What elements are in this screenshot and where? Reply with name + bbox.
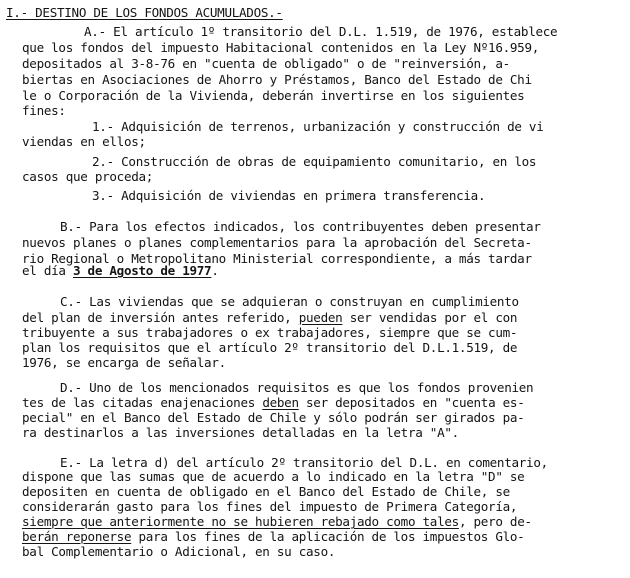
section-e-line-6 [22, 530, 524, 544]
section-e-line: bal Complementario o Adicional, en su caso. [22, 544, 336, 559]
underlined-phrase: siempre que anteriormente no se hubieren rebajado como tales [22, 514, 459, 529]
underlined-word: deben [262, 395, 299, 410]
section-e-line: considerarán gasto para los fines del impuesto de Primera Categoría, [22, 499, 518, 514]
section-c-line-2 [22, 311, 517, 325]
section-c-line: tribuyente a sus trabajadores o ex trabajadores, siempre que se cum- [22, 325, 518, 340]
section-b-line: B.- Para los efectos indicados, los contribuyentes deben presentar [60, 219, 541, 234]
section-a-line: A.- El artículo 1º transitorio del D.L. 1.519, de 1976, establece [84, 24, 558, 39]
purpose-item-3: 3.- Adquisición de viviendas en primera transferencia. [92, 188, 486, 203]
section-d-line: D.- Uno de los mencionados requisitos es que los fondos provenien [60, 380, 534, 395]
section-c-line: 1976, se encarga de señalar. [22, 355, 226, 370]
section-b-line: nuevos planes o planes complementarios para la aprobación del Secreta- [22, 235, 532, 250]
purpose-item-2-cont: casos que proceda; [22, 169, 154, 184]
text-fragment: ser vendidas por el con [342, 310, 518, 325]
section-heading: I.- DESTINO DE LOS FONDOS ACUMULADOS.- [6, 5, 283, 20]
text-fragment: . [211, 263, 219, 278]
text-fragment: para los fines de la aplicación de los impuestos Glo- [131, 529, 525, 544]
text-fragment: , pero de- [458, 514, 532, 529]
section-a-line: le o Corporación de la Vivienda, deberán invertirse en los siguientes [22, 88, 525, 103]
section-b-line-4 [22, 264, 219, 278]
section-b-line: rio Regional o Metropolitano Ministerial correspondiente, a más tardar [22, 251, 532, 266]
section-a-line: fines: [22, 103, 66, 118]
section-d-line: pecial" en el Banco del Estado de Chile y sólo podrán ser girados pa- [22, 410, 525, 425]
purpose-item-1: 1.- Adquisición de terrenos, urbanización y construcción de vi [92, 119, 544, 134]
section-a-line: depositados al 3-8-76 en "cuenta de obligado" o de "reinversión, a- [22, 56, 510, 71]
section-d-line-2 [22, 396, 524, 410]
section-e-line-5 [22, 515, 532, 529]
section-c-line: plan los requisitos que el artículo 2º transitorio del D.L.1.519, de [22, 340, 518, 355]
section-a-line: que los fondos del impuesto Habitacional contenidos en la Ley Nº16.959, [22, 40, 540, 55]
section-a-line: biertas en Asociaciones de Ahorro y Préstamos, Banco del Estado de Chi [22, 72, 532, 87]
deadline-date: 3 de Agosto de 1977 [72, 263, 212, 278]
underlined-word: pueden [298, 310, 343, 325]
section-e-line: E.- La letra d) del artículo 2º transitorio del D.L. en comentario, [60, 455, 548, 470]
section-d-line: ra destinarlos a las inversiones detalladas en la letra "A". [22, 425, 459, 440]
section-c-line: C.- Las viviendas que se adquieran o construyan en cumplimiento [60, 294, 519, 309]
text-fragment: el día [22, 263, 73, 278]
underlined-phrase: berán reponerse [22, 529, 132, 544]
text-fragment: del plan de inversión antes referido, [22, 310, 299, 325]
purpose-item-2: 2.- Construcción de obras de equipamiento comunitario, en los [92, 154, 537, 169]
section-e-line: dispone que las sumas que de acuerdo a lo indicado en la letra "D" se [22, 469, 525, 484]
text-fragment: ser depositados en "cuenta es- [298, 395, 525, 410]
text-fragment: tes de las citadas enajenaciones [22, 395, 263, 410]
section-e-line: depositen en cuenta de obligado en el Banco del Estado de Chile, se [22, 484, 510, 499]
purpose-item-1-cont: viendas en ellos; [22, 134, 146, 149]
